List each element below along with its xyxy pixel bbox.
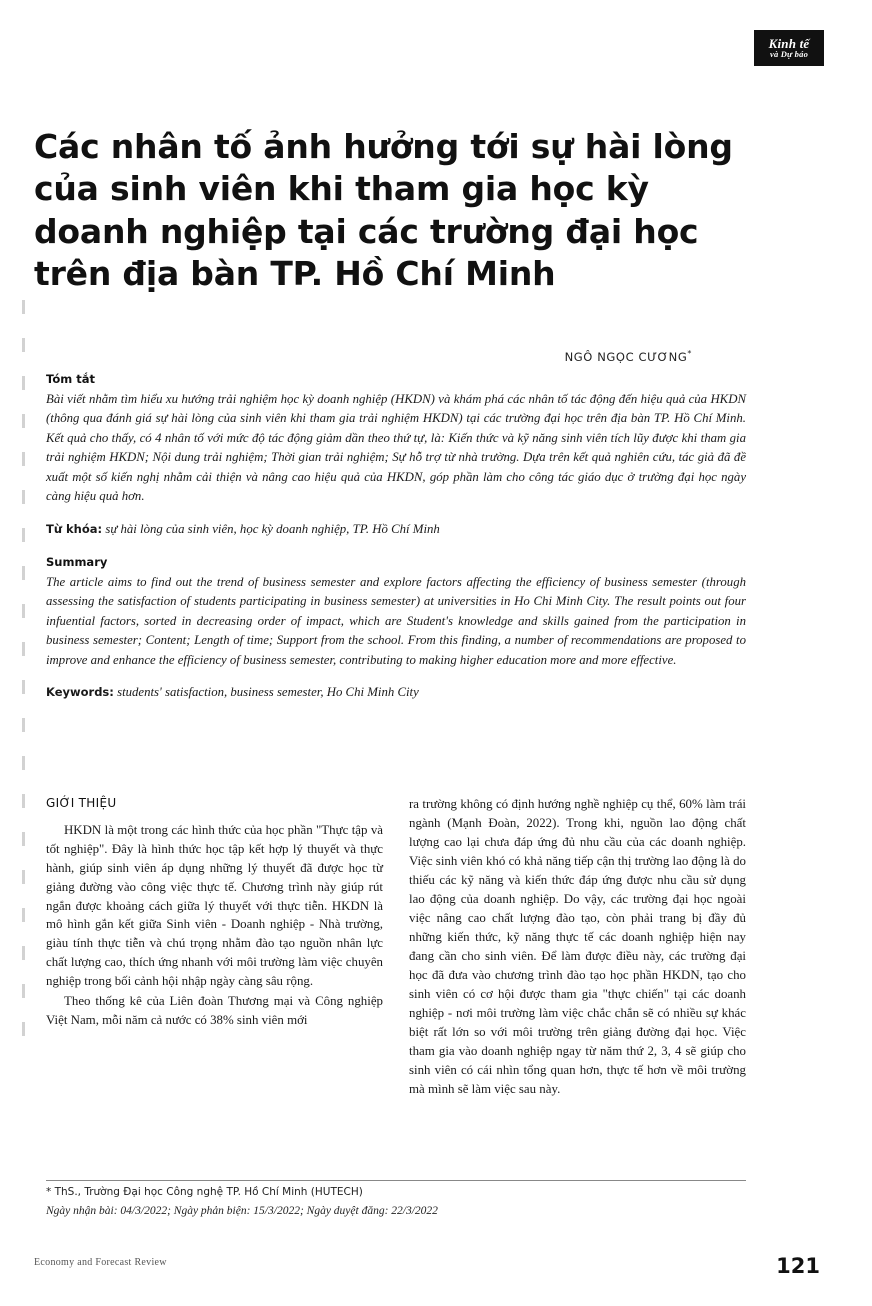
body-column-left xyxy=(46,795,383,1170)
scan-artifact-marks xyxy=(22,300,25,1060)
body-columns xyxy=(46,795,746,1170)
keywords-vi-label: Từ khóa: xyxy=(46,521,103,536)
keywords-en-label: Keywords: xyxy=(46,685,114,699)
keywords-en xyxy=(46,683,746,702)
abstract-section xyxy=(46,372,746,702)
journal-footer-name: Economy and Forecast Review xyxy=(34,1257,167,1268)
body-column-right xyxy=(409,795,746,1170)
journal-logo-line2: và Dự báo xyxy=(769,49,809,60)
journal-logo-badge xyxy=(754,30,824,66)
page-number: 121 xyxy=(776,1254,820,1278)
paragraph: HKDN là một trong các hình thức của học phần "Thực tập và tốt nghiệp". Đây là hình thức học tập kết hợp lý thuyết và thực hành, giúp sinh viên áp dụng những lý thuyết đã được học từ giảng đường vào công việc thực tế. Chương trình này giúp rút ngắn được khoảng cách giữa lý thuyết với thực tiễn. HKDN là mô hình gắn kết giữa Sinh viên - Doanh nghiệp - Nhà trường, giàu tính thực tiễn và chú trọng nhằm đào tạo nguồn nhân lực chất lượng cao, thích ứng nhanh với môi trường làm việc chuyên nghiệp trong bối cảnh hội nhập ngày càng sâu rộng. xyxy=(46,822,383,989)
submission-dates: Ngày nhận bài: 04/3/2022; Ngày phản biện: 15/3/2022; Ngày duyệt đăng: 22/3/2022 xyxy=(46,1204,438,1217)
author-name: NGÔ NGỌC CƯƠNG xyxy=(564,349,688,364)
author-affiliation: * ThS., Trường Đại học Công nghệ TP. Hồ Chí Minh (HUTECH) xyxy=(46,1186,363,1198)
paragraph: Theo thống kê của Liên đoàn Thương mại và Công nghiệp Việt Nam, mỗi năm cả nước có 38% sinh viên mới xyxy=(46,994,383,1028)
author-footnote-mark: * xyxy=(687,349,692,358)
abstract-en-text: The article aims to find out the trend of business semester and explore factors affecting the efficiency of business semester (through assessing the satisfaction of students participating in business semester) at universities in Ho Chi Minh City. The result points out four infuential factors, sorted in decreasing order of impact, which are Student's knowledge and skills gained from the participation in business semester; Content; Length of time; Support from the school. From this finding, a number of recommendations are proposed to improve and enhance the efficiency of business semester, contributing to making higher education more and more effective. xyxy=(46,574,746,667)
paragraph: ra trường không có định hướng nghề nghiệp cụ thể, 60% làm trái ngành (Mạnh Đoàn, 2022). Trong khi, nguồn lao động chất lượng cao lại chưa đáp ứng đủ nhu cầu của các doanh nghiệp. Việc sinh viên khó có khả năng tiếp cận thị trường lao động là do thiếu các kỹ năng và kiến thức đáp ứng được nhu cầu sử dụng lao động của doanh nghiệp. Do vậy, các trường đại học ngoài việc nâng cao chất lượng đào tạo, còn phải trang bị đầy đủ những kiến thức, kỹ năng thực tế các doanh nghiệp hiện nay đang cần cho sinh viên. Để làm được điều này, các trường đại học đã đưa vào chương trình đào tạo học phần HKDN, tạo cho sinh viên có cơ hội được tham gia "thực chiến" tại các doanh nghiệp - nơi môi trường làm việc chắc chắn sẽ có nhiều sự khác biệt rất lớn so với môi trường trên giảng đường đại học. Việc tham gia vào doanh nghiệp ngay từ năm thứ 2, 3, 4 sẽ giúp cho sinh viên có cái nhìn tổng quan hơn, thực tế hơn về môi trường mà mình sẽ làm việc sau này. xyxy=(409,797,746,1096)
keywords-vi xyxy=(46,520,746,539)
article-title: Các nhân tố ảnh hưởng tới sự hài lòng của sinh viên khi tham gia học kỳ doanh nghiệp tại các trường đại học trên địa bàn TP. Hồ Chí Minh xyxy=(34,127,733,293)
abstract-en-heading: Summary xyxy=(46,554,108,569)
keywords-en-text: students' satisfaction, business semester, Ho Chi Minh City xyxy=(117,685,419,699)
abstract-vi-text: Bài viết nhằm tìm hiểu xu hướng trải nghiệm học kỳ doanh nghiệp (HKDN) và khám phá các nhân tố tác động đến hiệu quả của HKDN (thông qua đánh giá sự hài lòng của sinh viên khi tham gia trải nghiệm HKDN) tại các trường đại học trên địa bàn TP. Hồ Chí Minh. Kết quả cho thấy, có 4 nhân tố với mức độ tác động giảm dần theo thứ tự, là: Kiến thức và kỹ năng sinh viên tích lũy được khi tham gia trải nghiệm HKDN; Nội dung trải nghiệm; Thời gian trải nghiệm; Sự hỗ trợ từ nhà trường. Dựa trên kết quả nghiên cứu, tác giả đã đề xuất một số kiến nghị nhằm cải thiện và nâng cao hiệu quả của HKDN, góp phần làm cho công tác giáo dục ở trường đại học ngày càng hiệu quả hơn. xyxy=(46,392,746,504)
article-author xyxy=(565,349,692,364)
journal-logo-line1: Kinh tế xyxy=(768,35,810,51)
keywords-vi-text: sự hài lòng của sinh viên, học kỳ doanh nghiệp, TP. Hồ Chí Minh xyxy=(105,521,440,536)
abstract-vi-heading: Tóm tắt xyxy=(46,372,95,386)
section-heading-introduction: GIỚI THIỆU xyxy=(46,796,117,810)
footnote-block xyxy=(46,1180,746,1220)
